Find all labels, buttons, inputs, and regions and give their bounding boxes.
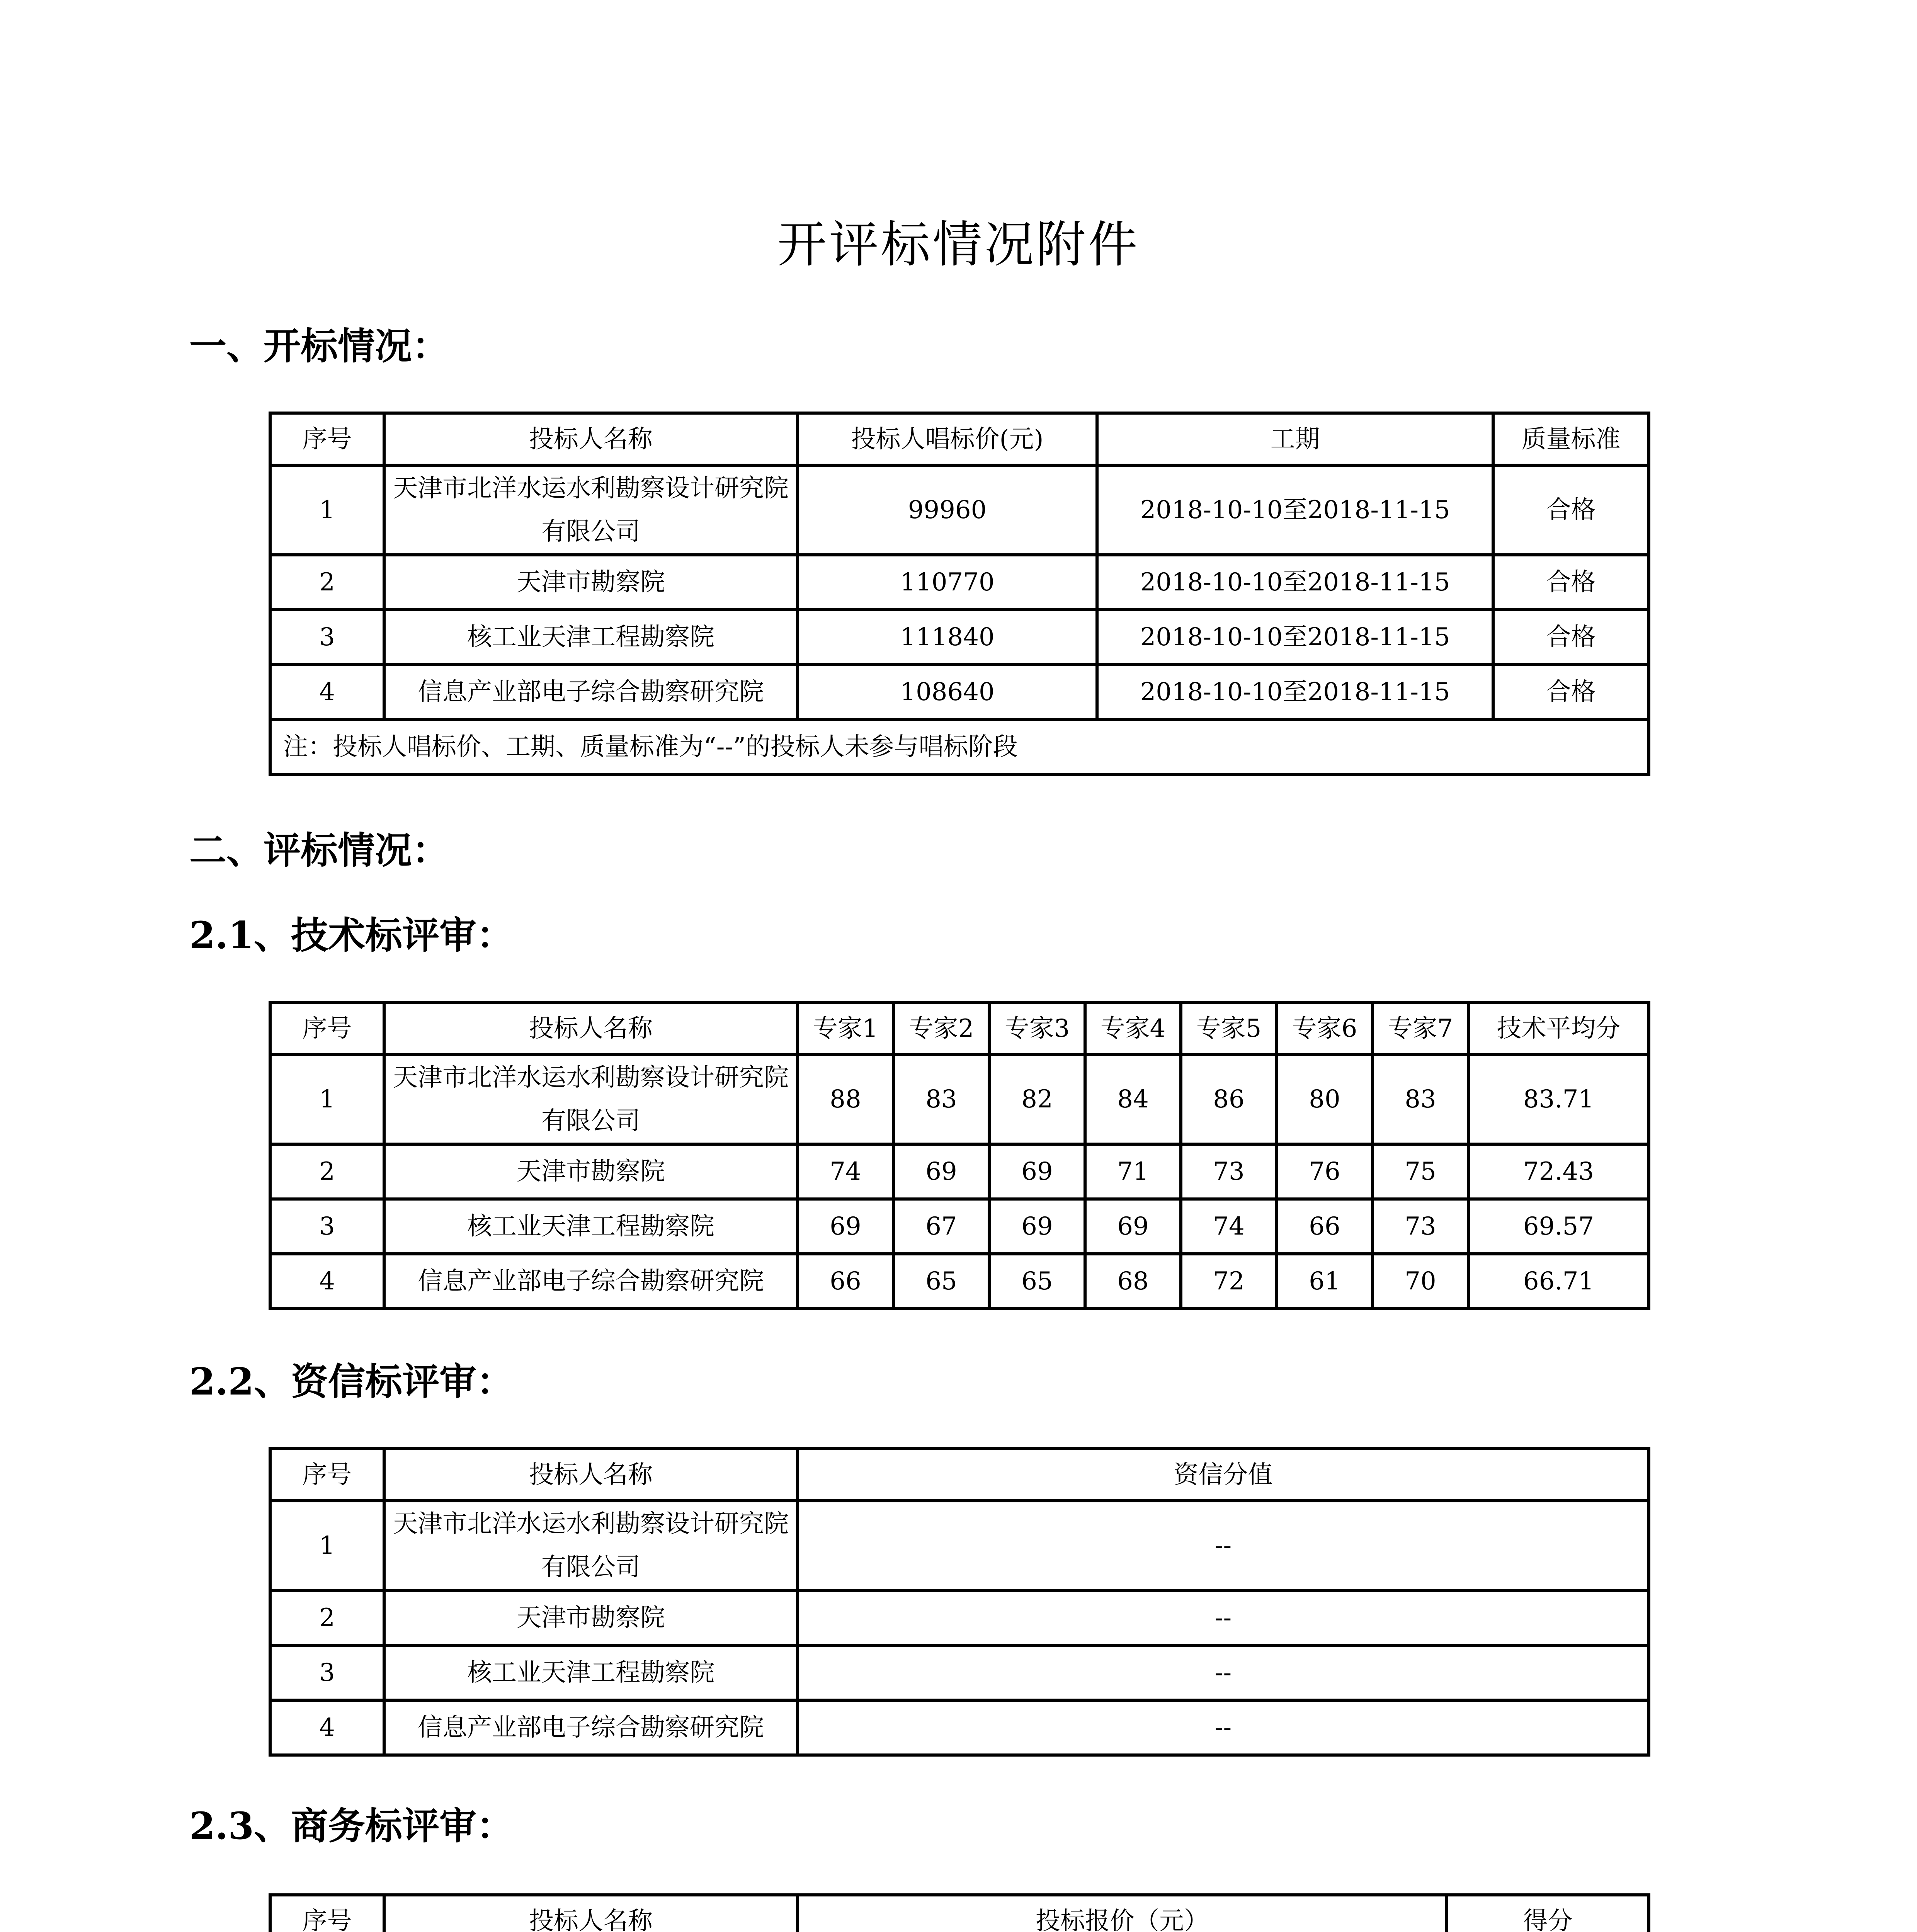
credit-score: -- [798,1590,1649,1645]
row-index: 4 [270,1254,384,1309]
bidder-name: 信息产业部电子综合勘察研究院 [384,1254,798,1309]
construction-period: 2018-10-10至2018-11-15 [1097,555,1493,610]
bid-price: 111840 [798,610,1097,665]
table-note-row [270,719,1649,774]
table-row [270,665,1649,719]
bidder-name: 核工业天津工程勘察院 [384,1645,798,1700]
bidder-name: 天津市北洋水运水利勘察设计研究院有限公司 [384,1054,798,1144]
row-index: 3 [270,1645,384,1700]
expert-score: 70 [1373,1254,1468,1309]
expert-score: 73 [1181,1144,1277,1199]
expert-score: 88 [798,1054,893,1144]
expert-score: 69 [989,1199,1085,1254]
bidder-name: 天津市北洋水运水利勘察设计研究院有限公司 [384,465,798,555]
expert-score: 66 [1277,1199,1373,1254]
header-cell: 工期 [1097,413,1493,465]
section-evaluation-heading: 二、评标情况： [189,828,449,872]
bidder-name: 信息产业部电子综合勘察研究院 [384,1700,798,1755]
business-table [269,1893,1650,1932]
bid-price: 108640 [798,665,1097,719]
table-row [270,555,1649,610]
table-row [270,1590,1649,1645]
table-row [270,1645,1649,1700]
construction-period: 2018-10-10至2018-11-15 [1097,610,1493,665]
technical-average: 69.57 [1468,1199,1649,1254]
technical-average: 66.71 [1468,1254,1649,1309]
quality-standard: 合格 [1493,665,1649,719]
header-cell: 投标人唱标价(元) [798,413,1097,465]
header-cell: 专家3 [989,1002,1085,1054]
bidder-name: 天津市勘察院 [384,1590,798,1645]
row-index: 2 [270,1590,384,1645]
table-header-row [270,413,1649,465]
header-cell: 序号 [270,1895,384,1932]
header-cell: 投标人名称 [384,413,798,465]
expert-score: 73 [1373,1199,1468,1254]
expert-score: 75 [1373,1144,1468,1199]
row-index: 3 [270,1199,384,1254]
table-note: 注：投标人唱标价、工期、质量标准为“--”的投标人未参与唱标阶段 [270,719,1649,774]
header-cell: 专家6 [1277,1002,1373,1054]
expert-score: 66 [798,1254,893,1309]
bid-price: 99960 [798,465,1097,555]
table-row [270,1054,1649,1144]
expert-score: 74 [798,1144,893,1199]
header-cell: 专家7 [1373,1002,1468,1054]
expert-score: 84 [1085,1054,1181,1144]
document-title: 开评标情况附件 [777,216,1140,274]
expert-score: 82 [989,1054,1085,1144]
header-cell: 投标报价（元） [798,1895,1447,1932]
expert-score: 69 [989,1144,1085,1199]
table-row [270,465,1649,555]
expert-score: 67 [893,1199,989,1254]
bidder-name: 天津市勘察院 [384,555,798,610]
bidder-name: 核工业天津工程勘察院 [384,610,798,665]
table-header-row [270,1449,1649,1501]
table-row [270,1501,1649,1590]
table-row [270,1199,1649,1254]
construction-period: 2018-10-10至2018-11-15 [1097,665,1493,719]
header-cell: 序号 [270,1002,384,1054]
construction-period: 2018-10-10至2018-11-15 [1097,465,1493,555]
expert-score: 69 [798,1199,893,1254]
header-cell: 序号 [270,413,384,465]
opening-table [269,412,1650,776]
row-index: 1 [270,1501,384,1590]
credit-score: -- [798,1501,1649,1590]
bidder-name: 天津市勘察院 [384,1144,798,1199]
row-index: 4 [270,665,384,719]
expert-score: 83 [1373,1054,1468,1144]
expert-score: 65 [989,1254,1085,1309]
row-index: 2 [270,1144,384,1199]
section-technical-heading: 2.1、技术标评审： [189,913,514,957]
row-index: 1 [270,465,384,555]
row-index: 3 [270,610,384,665]
header-cell: 序号 [270,1449,384,1501]
table-row [270,1144,1649,1199]
table-row [270,610,1649,665]
expert-score: 71 [1085,1144,1181,1199]
table-header-row [270,1002,1649,1054]
expert-score: 74 [1181,1199,1277,1254]
header-cell: 质量标准 [1493,413,1649,465]
quality-standard: 合格 [1493,465,1649,555]
header-cell: 专家1 [798,1002,893,1054]
expert-score: 69 [893,1144,989,1199]
bidder-name: 信息产业部电子综合勘察研究院 [384,665,798,719]
section-credit-heading: 2.2、资信标评审： [189,1360,514,1403]
bidder-name: 天津市北洋水运水利勘察设计研究院有限公司 [384,1501,798,1590]
technical-average: 72.43 [1468,1144,1649,1199]
table-header-row [270,1895,1649,1932]
row-index: 2 [270,555,384,610]
expert-score: 69 [1085,1199,1181,1254]
header-cell: 专家5 [1181,1002,1277,1054]
header-cell: 技术平均分 [1468,1002,1649,1054]
header-cell: 投标人名称 [384,1895,798,1932]
expert-score: 80 [1277,1054,1373,1144]
row-index: 4 [270,1700,384,1755]
expert-score: 61 [1277,1254,1373,1309]
expert-score: 86 [1181,1054,1277,1144]
quality-standard: 合格 [1493,610,1649,665]
expert-score: 76 [1277,1144,1373,1199]
section-business-heading: 2.3、商务标评审： [189,1804,514,1848]
expert-score: 65 [893,1254,989,1309]
header-cell: 专家2 [893,1002,989,1054]
expert-score: 68 [1085,1254,1181,1309]
bid-price: 110770 [798,555,1097,610]
technical-average: 83.71 [1468,1054,1649,1144]
table-row [270,1254,1649,1309]
header-cell: 投标人名称 [384,1002,798,1054]
header-cell: 得分 [1447,1895,1649,1932]
expert-score: 83 [893,1054,989,1144]
section-opening-heading: 一、开标情况： [189,324,449,368]
credit-score: -- [798,1645,1649,1700]
credit-score: -- [798,1700,1649,1755]
row-index: 1 [270,1054,384,1144]
header-cell: 专家4 [1085,1002,1181,1054]
quality-standard: 合格 [1493,555,1649,610]
expert-score: 72 [1181,1254,1277,1309]
table-row [270,1700,1649,1755]
header-cell: 资信分值 [798,1449,1649,1501]
bidder-name: 核工业天津工程勘察院 [384,1199,798,1254]
credit-table [269,1447,1650,1757]
header-cell: 投标人名称 [384,1449,798,1501]
technical-table [269,1001,1650,1310]
